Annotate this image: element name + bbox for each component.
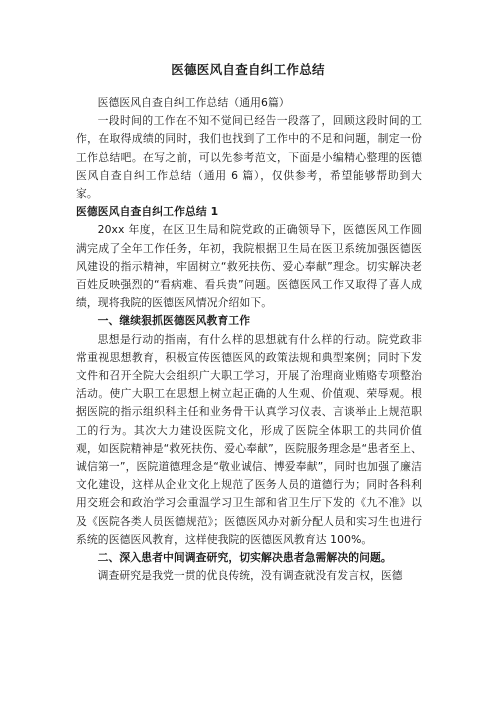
section-intro-paragraph: 20xx 年度，在区卫生局和院党政的正确领导下，医德医风工作圆满完成了全年工作任务，年初，我院根据卫生局在医卫系统加强医德医风建设的指示精神，牢固树立“救死扶伤、爱心奉献”理念。切实解决老百姓反映强烈的“看病难、看兵贵”问题。医德医风工作又取得了喜人成绩，现将我院的医德医风情况介绍如下。 (76, 223, 422, 310)
paragraph-2: 调查研究是我党一贯的优良传统，没有调查就没有发言权，医德 (97, 569, 403, 583)
document-title: 医德医风自查自纠工作总结 (171, 62, 325, 77)
paragraph-1: 思想是行动的指南，有什么样的思想就有什么样的行动。院党政非常重视思想教育，积极宣传医德医风的政策法规和典型案例；同时下发文件和召开全院大会组织广大职工学习，开展了治理商业贿赂专项整治活动。使广大职工在思想上树立起正确的人生观、价值观、荣辱观。根据医院的指示组织科主任和业务骨干认真学习仪表、言谈举止上规范职工的行为。其次大力建设医院文化，形成了医院全体职工的共同价值观，如医院精神是“救死扶伤、爱心奉献”，医院服务理念是“患者至上、诚信第一”，医院道德理念是“敬业诚信、博爱奉献”，同时也加强了廉洁文化建设，这样从企业文化上规范了医务人员的道德行为；同时各科利用交班会和政治学习会重温学习卫生部和省卫生厅下发的《九不准》以及《医院各类人员医德规范》；医德医风办对新分配人员和实习生也进行系统的医德医风教育，这样使我院的医德医风教育达 100%。 (76, 332, 422, 546)
section-title: 医德医风自查自纠工作总结 1 (76, 205, 219, 219)
intro-paragraph: 一段时间的工作在不知不觉间已经告一段落了，回顾这段时间的工作，在取得成绩的同时，我们也找到了工作中的不足和问题，制定一份工作总结吧。在写之前，可以先参考范文，下面是小编精心整理的医德医风自查自纠工作总结（通用 6 篇），仅供参考，希望能够帮助到大家。 (76, 114, 422, 201)
document-body (76, 94, 422, 585)
document-subtitle: 医德医风自查自纠工作总结（通用6篇） (97, 96, 290, 109)
section-heading-1: 一、继续狠抓医德医风教育工作 (97, 314, 251, 328)
section-heading-2: 二、深入患者中间调查研究，切实解决患者急需解决的问题。 (97, 551, 392, 565)
